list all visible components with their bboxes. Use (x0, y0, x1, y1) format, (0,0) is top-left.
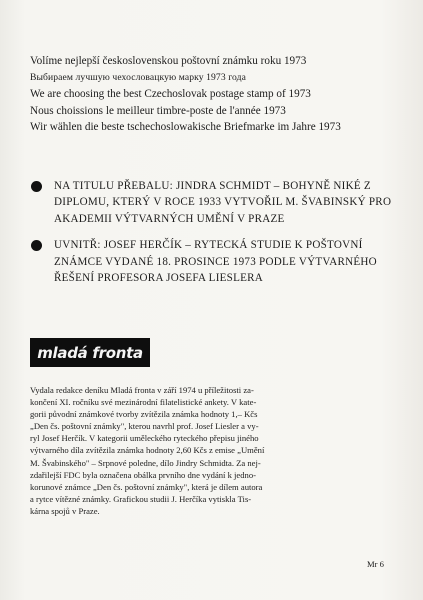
colophon-line: M. Švabinského" – Srpnové poledne, dílo Jindry Schmidta. Za nej- (30, 457, 261, 468)
poll-title-russian: Выбираем лучшую чехословацкую марку 1973 года (30, 71, 246, 83)
contents-list (30, 178, 402, 296)
contents-item-cover (30, 178, 402, 227)
contents-item-inside (30, 237, 402, 286)
poll-title-french: Nous choissions le meilleur timbre-poste de l'année 1973 (30, 104, 286, 117)
poll-title-german: Wir wählen die beste tschechoslowakische Briefmarke im Jahre 1973 (30, 121, 341, 133)
page-code: Mr 6 (367, 559, 384, 569)
bullet-dot-icon (31, 181, 42, 192)
colophon-line: korunové známce „Den čs. poštovní známky", která je dílem autora (30, 481, 263, 492)
colophon-line: „Den čs. poštovní známky", kterou navrhl prof. Josef Liesler a vy- (30, 421, 259, 432)
colophon-line: gorii původní známkové tvorby zvítězila známka hodnoty 1,– Kčs (30, 409, 258, 420)
colophon-line: Vydala redakce deníku Mladá fronta v září 1974 u příležitosti za- (30, 385, 254, 395)
poll-title-block (30, 53, 400, 136)
publisher-logo-text: mladá fronta (37, 343, 143, 362)
contents-item-cover-text: NA TITULU PŘEBALU: JINDRA SCHMIDT – BOHYNĚ NIKÉ Z DIPLOMU, KTERÝ V ROCE 1933 VYTVOŘIL M. ŠVABINSKÝ PRO AKADEMII VÝTVARNÝCH UMĚNÍ V PRAZE (54, 180, 392, 225)
colophon-line: a rytce vítězné známky. Grafickou studii J. Herčíka vytiskla Tis- (30, 493, 252, 504)
bullet-dot-icon (31, 240, 42, 251)
poll-title-english: We are choosing the best Czechoslovak postage stamp of 1973 (30, 88, 311, 100)
colophon-line: výtvarného díla zvítězila známka hodnoty 2,60 Kčs z emise „Umění (30, 445, 265, 456)
colophon-line: končení XI. ročníku své mezinárodní filatelistické ankety. V kate- (30, 397, 257, 408)
publisher-logo (30, 338, 150, 367)
colophon-line: zdařilejší FDC byla označena obálka prvního dne vydání k jedno- (30, 469, 256, 480)
contents-item-inside-text: UVNITŘ: JOSEF HERČÍK – RYTECKÁ STUDIE K POŠTOVNÍ ZNÁMCE VYDANÉ 18. PROSINCE 1973 PODLE VÝTVARNÉHO ŘEŠENÍ PROFESORA JOSEFA LIESLERA (54, 239, 377, 285)
colophon-line: ryl Josef Herčík. V kategorii uměleckého ryteckého přepisu jiného (30, 433, 259, 444)
poll-title-czech: Volíme nejlepší československou poštovní známku roku 1973 (30, 55, 307, 67)
colophon-line: kárna spojů v Praze. (30, 505, 100, 516)
colophon-paragraph (30, 384, 396, 517)
